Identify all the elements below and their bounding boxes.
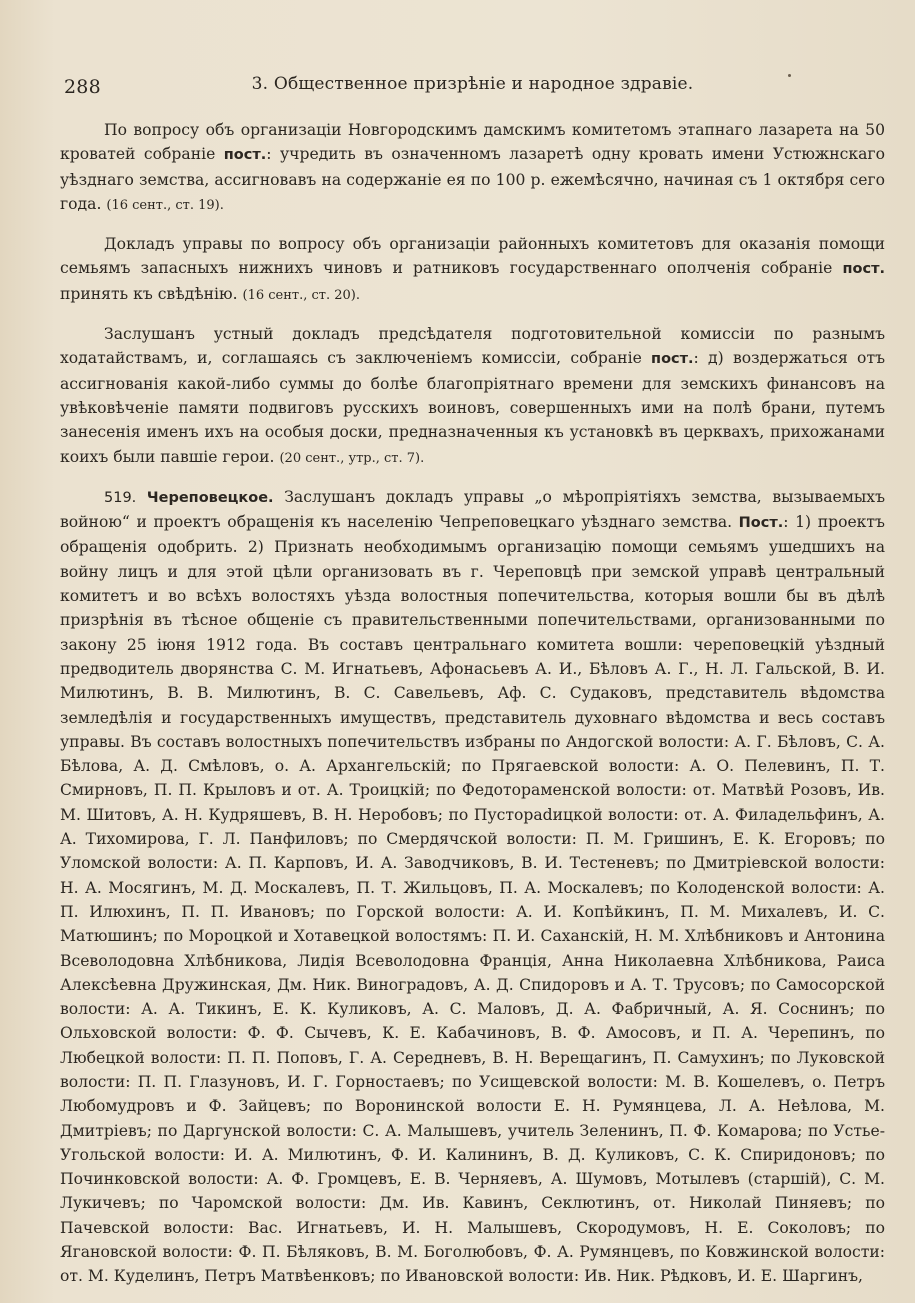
page-header xyxy=(60,70,885,100)
resolution-mark: пост. xyxy=(223,147,267,164)
paragraph-text: : д) воздержаться отъ ассигнованія какой-либо суммы до болѣе благопріятнаго времени для земскихъ финансовъ на увѣковѣченіе памяти подвиговъ русскихъ воиновъ, совершенныхъ ими на полѣ брани, путемъ занесенія именъ ихъ на особыя доски, предназначенныя къ установкѣ въ церквахъ, прихожанами коихъ были павшіе герои. xyxy=(60,349,885,466)
paragraph-memorial xyxy=(60,322,885,471)
paragraph-committees xyxy=(60,232,885,308)
paragraph-text: : учредить въ означенномъ лазаретѣ одну кровать имени Устюжнскаго уѣзднаго земства, ассигновавъ на содержаніе ея по 100 р. ежемѣсячно, начиная съ 1 октября сего года. xyxy=(60,145,885,213)
paragraph-text: : 1) проектъ обращенія одобрить. 2) Признать необходимымъ организацію помощи семьямъ ушедшихъ на войну лицъ и для этой цѣли организовать въ г. Череповцѣ при земской управѣ центральный комитетъ и во всѣхъ волостяхъ уѣзда волостныя попечительства, которыя вошли бы въ дѣлѣ призрѣнія въ тѣсное общеніе съ правительственными попечительствами, организованными по закону 25 іюня 1912 года. Въ составъ центральнаго комитета вошли: череповецкій уѣздный предводитель дворянства С. М. Игнатьевъ, Афонасьевъ А. И., Бѣловъ А. Г., Н. Л. Гальской, В. И. Милютинъ, В. В. Милютинъ, В. С. Савельевъ, Аф. С. Судаковъ, представитель вѣдомства земледѣлія и государственныхъ имуществъ, представитель духовнаго вѣдомства и весь составъ управы. Въ составъ волостныхъ попечительствъ избраны по Андогской волости: А. Г. Бѣловъ, С. А. Бѣлова, А. Д. Смѣловъ, о. А. Архангельскій; по Прягаевской волости: А. О. Пелевинъ, П. Т. Смирновъ, П. П. Крыловъ и от. А. Троицкій; по Федотораменской волости: от. Матвѣй Розовъ, Ив. М. Шитовъ, А. Н. Кудряшевъ, В. Н. Неробовъ; по Пустораdицкой волости: от. А. Филадельфинъ, А. А. Тихомирова, Г. Л. Панфиловъ; по Смердячской волости: П. М. Гришинъ, Е. К. Егоровъ; по Уломской волости: А. П. Карповъ, И. А. Заводчиковъ, В. И. Тестеневъ; по Дмитріевской волости: Н. А. Мосягинъ, М. Д. Москалевъ, П. Т. Жильцовъ, П. А. Москалевъ; по Колоденской волости: А. П. Илюхинъ, П. П. Ивановъ; по Горской волости: А. И. Копѣйкинъ, П. М. Михалевъ, И. С. Матюшинъ; по Мороцкой и Хотавецкой волостямъ: П. И. Саханскій, Н. М. Хлѣбниковъ и Антонина Всеволодовна Хлѣбникова, Лидія Всеволодовна Франція, Анна Николаевна Хлѣбникова, Раиса Алексѣевна Дружинская, Дм. Ник. Виноградовъ, А. Д. Спидоровъ и А. Т. Трусовъ; по Самосорской волости: А. А. Тикинъ, Е. К. Куликовъ, А. С. Маловъ, Д. А. Фабричный, А. Я. Соснинъ; по Ольховской волости: Ф. Ф. Сычевъ, К. Е. Кабачиновъ, В. Ф. Амосовъ, и П. А. Черепинъ, по Любецкой волости: П. П. Поповъ, Г. А. Середневъ, В. Н. Верещагинъ, П. Самухинъ; по Луковской волости: П. П. Глазуновъ, И. Г. Горностаевъ; по Усищевской волости: М. В. Кошелевъ, о. Петръ Любомудровъ и Ф. Зайцевъ; по Воронинской волости Е. Н. Румянцева, Л. А. Неѣлова, М. Дмитріевъ; по Даргунской волости: С. А. Малышевъ, учитель Зеленинъ, П. Ф. Комарова; по Устье-Угольской волости: И. А. Милютинъ, Ф. И. Калининъ, В. Д. Куликовъ, С. К. Спиридоновъ; по Починковской волости: А. Ф. Громцевъ, Е. В. Черняевъ, А. Шумовъ, Мотылевъ (старшій), С. М. Лукичевъ; по Чаромской волости: Дм. Ив. Кавинъ, Секлютинъ, от. Николай Пиняевъ; по Пачевской волости: Вас. Игнатьевъ, И. Н. Малышевъ, Скородумовъ, Н. Е. Соколовъ; по Ягановской волости: Ф. П. Бѣляковъ, В. М. Боголюбовъ, Ф. А. Румянцевъ, по Ковжинской волости: от. М. Куделинъ, Петръ Матвѣенковъ; по Ивановской волости: Ив. Ник. Рѣдковъ, И. Е. Шаргинъ, xyxy=(60,513,885,1286)
paragraph-text: принять къ свѣдѣнію. xyxy=(60,284,238,303)
page-number: 288 xyxy=(64,76,101,98)
paragraph-text: Заслушанъ устный докладъ предсѣдателя подготовительной комиссіи по разнымъ ходатайствамъ, и, соглашаясь съ заключеніемъ комиссіи, собраніе xyxy=(60,325,885,368)
paragraph-lazaret xyxy=(60,118,885,218)
ink-speck xyxy=(788,74,791,77)
session-reference: (16 сент., ст. 20). xyxy=(242,287,360,303)
running-title: 3. Общественное призрѣніе и народное здравіе. xyxy=(251,74,694,94)
resolution-mark: Пост. xyxy=(738,515,784,532)
paragraph-text: Докладъ управы по вопросу объ организаціи районныхъ комитетовъ для оказанія помощи семьямъ запасныхъ нижнихъ чиновъ и ратниковъ государственнаго ополченія собраніе xyxy=(60,235,885,278)
paragraph-text: Заслушанъ докладъ управы „о мѣропріятіяхъ земства, вызываемыхъ войною“ и проектъ обращенія къ населенію Чепреповецкаго уѣзднаго земства. xyxy=(60,487,885,532)
section-title: Череповецкое. xyxy=(146,489,274,506)
session-reference: (16 сент., ст. 19). xyxy=(106,197,224,213)
paragraph-text: По вопросу объ организаціи Новгородскимъ дамскимъ комитетомъ этапнаго лазарета на 50 кроватей собраніе xyxy=(60,121,885,164)
section-number: 519. xyxy=(104,489,137,506)
resolution-mark: пост. xyxy=(651,351,694,368)
paragraph-cherepovets xyxy=(60,485,885,1289)
session-reference: (20 сент., утр., ст. 7). xyxy=(279,450,425,466)
resolution-mark: пост. xyxy=(842,261,885,278)
